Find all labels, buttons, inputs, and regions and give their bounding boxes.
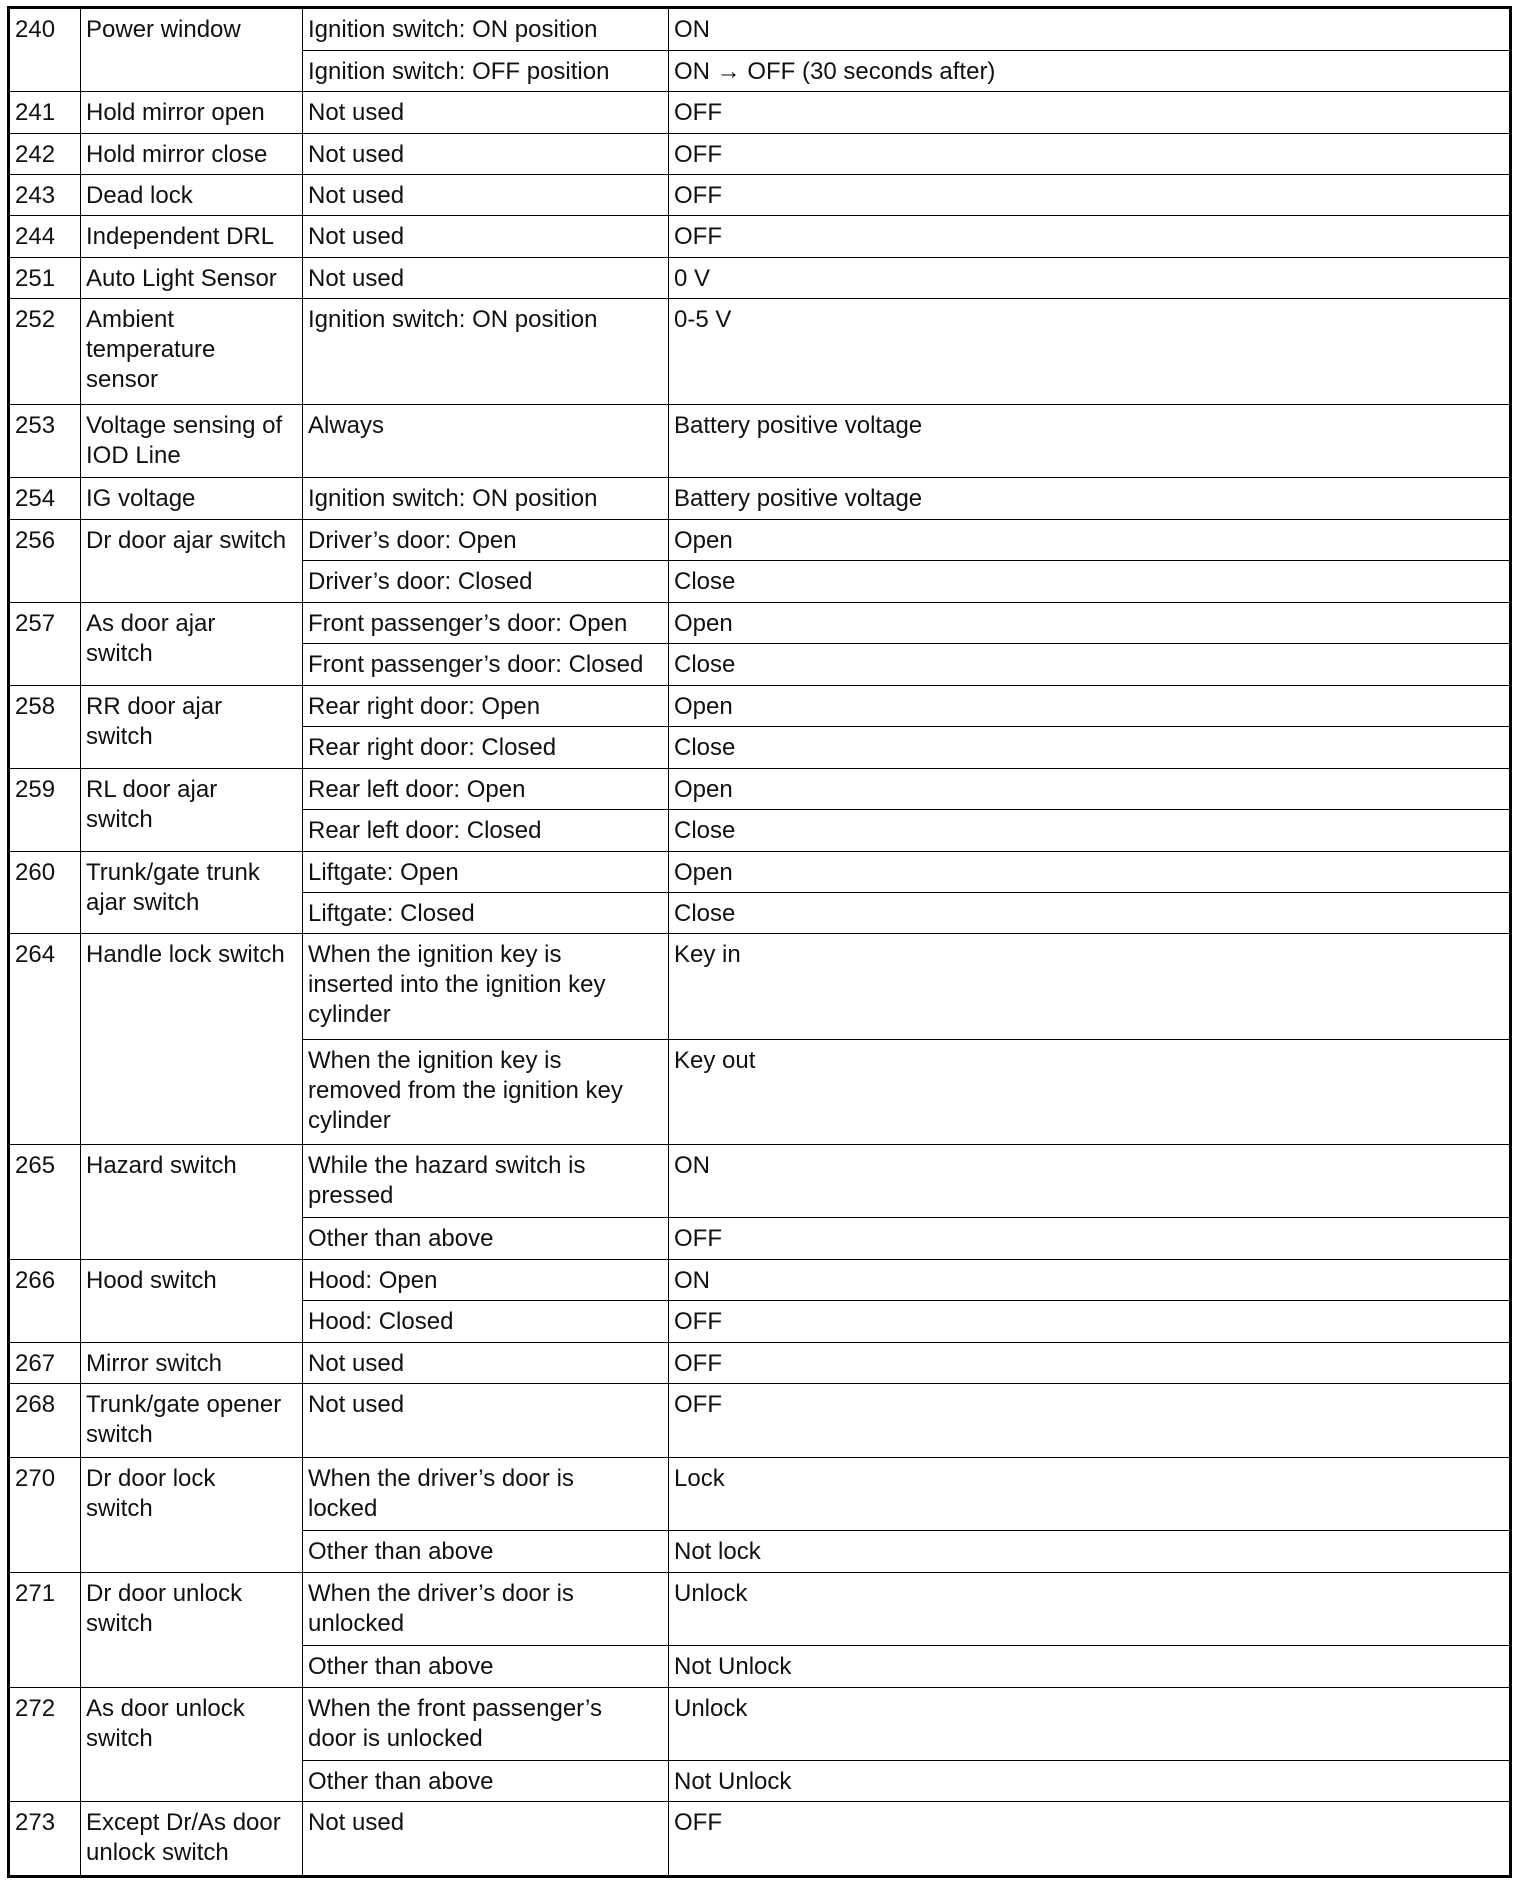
signal-name: Voltage sensing of IOD Line: [81, 404, 303, 477]
value: Key in: [669, 934, 1511, 1039]
condition: Rear left door: Closed: [303, 810, 669, 851]
condition: Not used: [303, 216, 669, 257]
condition: Not used: [303, 175, 669, 216]
table-row: [9, 768, 1511, 809]
table-row: [9, 404, 1511, 477]
condition: Other than above: [303, 1531, 669, 1572]
terminal-number: 264: [9, 934, 81, 1145]
table-row: [9, 1145, 1511, 1218]
signal-name: Dr door unlock switch: [81, 1572, 303, 1687]
table-row: [9, 1802, 1511, 1877]
condition: When the ignition key is removed from the ignition key cylinder: [303, 1039, 669, 1144]
terminal-number: 270: [9, 1457, 81, 1572]
condition: Ignition switch: ON position: [303, 8, 669, 51]
condition: Not used: [303, 1342, 669, 1383]
value: Not Unlock: [669, 1760, 1511, 1801]
table-row: [9, 1384, 1511, 1457]
value: OFF: [669, 216, 1511, 257]
condition: Liftgate: Closed: [303, 892, 669, 933]
terminal-number: 260: [9, 851, 81, 934]
value: Lock: [669, 1457, 1511, 1530]
table-row: [9, 1687, 1511, 1760]
value: ON: [669, 1145, 1511, 1218]
condition: When the driver’s door is unlocked: [303, 1572, 669, 1645]
terminal-number: 257: [9, 602, 81, 685]
table-row: [9, 1342, 1511, 1383]
terminal-number: 271: [9, 1572, 81, 1687]
condition: Not used: [303, 92, 669, 133]
condition: Hood: Open: [303, 1259, 669, 1300]
condition: Front passenger’s door: Open: [303, 602, 669, 643]
table-row: [9, 299, 1511, 404]
signal-name: Mirror switch: [81, 1342, 303, 1383]
terminal-number: 244: [9, 216, 81, 257]
value: ON: [669, 1259, 1511, 1300]
table-row: [9, 216, 1511, 257]
signal-name: Handle lock switch: [81, 934, 303, 1145]
value: Unlock: [669, 1572, 1511, 1645]
signal-name: Auto Light Sensor: [81, 257, 303, 298]
terminal-number: 256: [9, 519, 81, 602]
table-row: [9, 519, 1511, 560]
value: ON: [669, 8, 1511, 51]
value: OFF: [669, 175, 1511, 216]
terminal-number: 266: [9, 1259, 81, 1342]
condition: Not used: [303, 1384, 669, 1457]
terminal-number: 242: [9, 133, 81, 174]
table-row: [9, 1572, 1511, 1645]
condition: While the hazard switch is pressed: [303, 1145, 669, 1218]
value: Key out: [669, 1039, 1511, 1144]
condition: When the ignition key is inserted into the ignition key cylinder: [303, 934, 669, 1039]
value: Battery positive voltage: [669, 478, 1511, 519]
condition: Driver’s door: Closed: [303, 561, 669, 602]
signal-name: Power window: [81, 8, 303, 92]
terminal-number: 253: [9, 404, 81, 477]
value: OFF: [669, 1802, 1511, 1877]
table-row: [9, 133, 1511, 174]
condition: Not used: [303, 133, 669, 174]
value: Not lock: [669, 1531, 1511, 1572]
table-row: [9, 1457, 1511, 1530]
terminal-number: 251: [9, 257, 81, 298]
signal-name: Hold mirror open: [81, 92, 303, 133]
value: Not Unlock: [669, 1646, 1511, 1687]
condition: Ignition switch: ON position: [303, 478, 669, 519]
signal-name: Hazard switch: [81, 1145, 303, 1260]
terminal-number: 254: [9, 478, 81, 519]
value: Open: [669, 519, 1511, 560]
terminal-number: 259: [9, 768, 81, 851]
signal-name: Dr door lock switch: [81, 1457, 303, 1572]
value: Open: [669, 685, 1511, 726]
condition: Rear right door: Closed: [303, 727, 669, 768]
value: 0 V: [669, 257, 1511, 298]
terminal-number: 273: [9, 1802, 81, 1877]
value: OFF: [669, 1301, 1511, 1342]
table-row: [9, 934, 1511, 1039]
terminal-number: 272: [9, 1687, 81, 1802]
table-row: [9, 602, 1511, 643]
signal-name: IG voltage: [81, 478, 303, 519]
value: Close: [669, 561, 1511, 602]
condition: Ignition switch: ON position: [303, 299, 669, 404]
terminal-number: 265: [9, 1145, 81, 1260]
signal-name: Trunk/gate opener switch: [81, 1384, 303, 1457]
signal-name: Except Dr/As door unlock switch: [81, 1802, 303, 1877]
value: Close: [669, 727, 1511, 768]
condition: Other than above: [303, 1646, 669, 1687]
terminal-number: 240: [9, 8, 81, 92]
value: OFF: [669, 1218, 1511, 1259]
value: OFF: [669, 1384, 1511, 1457]
condition: Hood: Closed: [303, 1301, 669, 1342]
table-body: [9, 8, 1511, 1877]
table-row: [9, 1259, 1511, 1300]
terminal-number: 243: [9, 175, 81, 216]
value: OFF: [669, 92, 1511, 133]
value: OFF: [669, 1342, 1511, 1383]
signal-name: Dr door ajar switch: [81, 519, 303, 602]
value: Open: [669, 768, 1511, 809]
signal-name: Hold mirror close: [81, 133, 303, 174]
table-row: [9, 685, 1511, 726]
signal-name: Trunk/gate trunk ajar switch: [81, 851, 303, 934]
condition: Not used: [303, 1802, 669, 1877]
value: ON → OFF (30 seconds after): [669, 50, 1511, 91]
condition: Not used: [303, 257, 669, 298]
terminal-number: 268: [9, 1384, 81, 1457]
table-row: [9, 8, 1511, 51]
condition: Rear left door: Open: [303, 768, 669, 809]
value: Close: [669, 892, 1511, 933]
signal-name: Hood switch: [81, 1259, 303, 1342]
table-row: [9, 175, 1511, 216]
signal-name: As door unlock switch: [81, 1687, 303, 1802]
value: OFF: [669, 133, 1511, 174]
condition: Driver’s door: Open: [303, 519, 669, 560]
condition: Liftgate: Open: [303, 851, 669, 892]
signal-name: As door ajar switch: [81, 602, 303, 685]
signal-name: Independent DRL: [81, 216, 303, 257]
value: Close: [669, 810, 1511, 851]
value: Battery positive voltage: [669, 404, 1511, 477]
table-row: [9, 478, 1511, 519]
value: 0-5 V: [669, 299, 1511, 404]
condition: Other than above: [303, 1760, 669, 1801]
terminal-number: 258: [9, 685, 81, 768]
signal-name: RL door ajar switch: [81, 768, 303, 851]
terminal-number: 252: [9, 299, 81, 404]
terminal-number: 241: [9, 92, 81, 133]
condition: Rear right door: Open: [303, 685, 669, 726]
condition: Ignition switch: OFF position: [303, 50, 669, 91]
condition: When the driver’s door is locked: [303, 1457, 669, 1530]
value: Open: [669, 602, 1511, 643]
terminal-data-table: [7, 6, 1512, 1878]
value: Open: [669, 851, 1511, 892]
value: Close: [669, 644, 1511, 685]
condition: When the front passenger’s door is unlocked: [303, 1687, 669, 1760]
condition: Always: [303, 404, 669, 477]
signal-name: Ambient temperature sensor: [81, 299, 303, 404]
table-row: [9, 851, 1511, 892]
table-row: [9, 92, 1511, 133]
condition: Front passenger’s door: Closed: [303, 644, 669, 685]
condition: Other than above: [303, 1218, 669, 1259]
value: Unlock: [669, 1687, 1511, 1760]
table-row: [9, 257, 1511, 298]
signal-name: RR door ajar switch: [81, 685, 303, 768]
signal-name: Dead lock: [81, 175, 303, 216]
terminal-number: 267: [9, 1342, 81, 1383]
